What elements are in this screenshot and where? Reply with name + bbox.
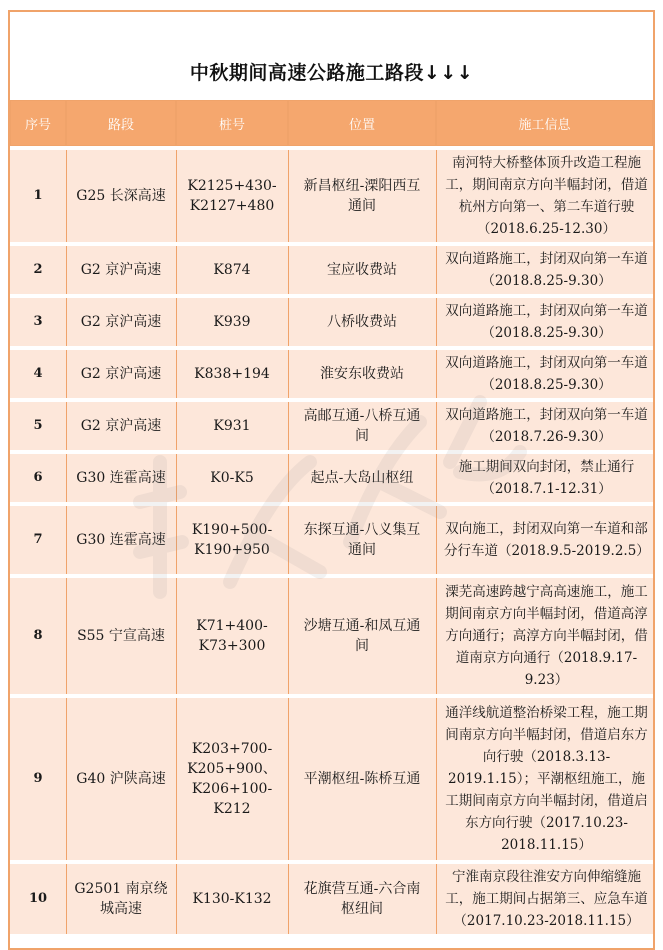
table-row: [10, 502, 653, 574]
table-row: [10, 398, 653, 450]
location-cell: 花旗营互通-六合南枢纽间: [288, 860, 436, 934]
header-info: 施工信息: [436, 100, 653, 146]
table-row: [10, 146, 653, 242]
info-cell: 施工期间双向封闭，禁止通行（2018.7.1-12.31）: [436, 450, 653, 502]
road-cell: G40 沪陕高速: [66, 694, 176, 860]
stake-cell: K2125+430-K2127+480: [176, 146, 288, 242]
header-road: 路段: [66, 100, 176, 146]
row-number: 1: [10, 146, 66, 242]
road-cell: G2501 南京绕城高速: [66, 860, 176, 934]
location-cell: 新昌枢纽-溧阳西互通间: [288, 146, 436, 242]
page-title: 中秋期间高速公路施工路段↓↓↓: [189, 61, 474, 84]
road-cell: G30 连霍高速: [66, 450, 176, 502]
stake-cell: K203+700-K205+900、K206+100-K212: [176, 694, 288, 860]
header-location: 位置: [288, 100, 436, 146]
stake-cell: K838+194: [176, 346, 288, 398]
location-cell: 沙塘互通-和凤互通间: [288, 574, 436, 694]
road-cell: G2 京沪高速: [66, 294, 176, 346]
header-stake: 桩号: [176, 100, 288, 146]
location-cell: 八桥收费站: [288, 294, 436, 346]
road-cell: G30 连霍高速: [66, 502, 176, 574]
info-cell: 宁淮南京段往淮安方向伸缩缝施工，施工期间占据第三、应急车道（2017.10.23-2018.11.15）: [436, 860, 653, 934]
row-number: 2: [10, 242, 66, 294]
row-number: 10: [10, 860, 66, 934]
stake-cell: K931: [176, 398, 288, 450]
row-number: 3: [10, 294, 66, 346]
info-cell: 南河特大桥整体顶升改造工程施工，期间南京方向半幅封闭，借道杭州方向第一、第二车道行驶（2018.6.25-12.30）: [436, 146, 653, 242]
construction-table: [10, 100, 653, 934]
row-number: 8: [10, 574, 66, 694]
stake-cell: K190+500-K190+950: [176, 502, 288, 574]
info-cell: 通洋线航道整治桥梁工程，施工期间南京方向半幅封闭，借道启东方向行驶（2018.3.13-2019.1.15）；平潮枢纽施工，施工期间南京方向半幅封闭，借道启东方向行驶（2017.10.23-2018.11.15）: [436, 694, 653, 860]
location-cell: 东探互通-八义集互通间: [288, 502, 436, 574]
info-cell: 溧芜高速跨越宁高高速施工，施工期间南京方向半幅封闭，借道高淳方向通行；高淳方向半幅封闭，借道南京方向通行（2018.9.17-9.23）: [436, 574, 653, 694]
location-cell: 高邮互通-八桥互通间: [288, 398, 436, 450]
location-cell: 淮安东收费站: [288, 346, 436, 398]
table-row: [10, 574, 653, 694]
row-number: 4: [10, 346, 66, 398]
header-no: 序号: [10, 100, 66, 146]
row-number: 5: [10, 398, 66, 450]
stake-cell: K874: [176, 242, 288, 294]
location-cell: 起点-大岛山枢纽: [288, 450, 436, 502]
info-cell: 双向道路施工，封闭双向第一车道（2018.8.25-9.30）: [436, 346, 653, 398]
stake-cell: K130-K132: [176, 860, 288, 934]
stake-cell: K939: [176, 294, 288, 346]
table-row: [10, 346, 653, 398]
info-cell: 双向道路施工，封闭双向第一车道（2018.8.25-9.30）: [436, 242, 653, 294]
row-number: 9: [10, 694, 66, 860]
notice-card: [8, 10, 655, 950]
row-number: 6: [10, 450, 66, 502]
road-cell: G25 长深高速: [66, 146, 176, 242]
info-cell: 双向道路施工，封闭双向第一车道（2018.8.25-9.30）: [436, 294, 653, 346]
table-header-row: [10, 100, 653, 146]
location-cell: 平潮枢纽-陈桥互通: [288, 694, 436, 860]
row-number: 7: [10, 502, 66, 574]
table-row: [10, 860, 653, 934]
stake-cell: K71+400-K73+300: [176, 574, 288, 694]
table-row: [10, 450, 653, 502]
road-cell: G2 京沪高速: [66, 346, 176, 398]
road-cell: S55 宁宣高速: [66, 574, 176, 694]
table-row: [10, 294, 653, 346]
road-cell: G2 京沪高速: [66, 398, 176, 450]
title-row: [10, 12, 653, 100]
road-cell: G2 京沪高速: [66, 242, 176, 294]
info-cell: 双向施工，封闭双向第一车道和部分行车道（2018.9.5-2019.2.5）: [436, 502, 653, 574]
table-row: [10, 242, 653, 294]
stake-cell: K0-K5: [176, 450, 288, 502]
info-cell: 双向道路施工，封闭双向第一车道（2018.7.26-9.30）: [436, 398, 653, 450]
table-row: [10, 694, 653, 860]
location-cell: 宝应收费站: [288, 242, 436, 294]
